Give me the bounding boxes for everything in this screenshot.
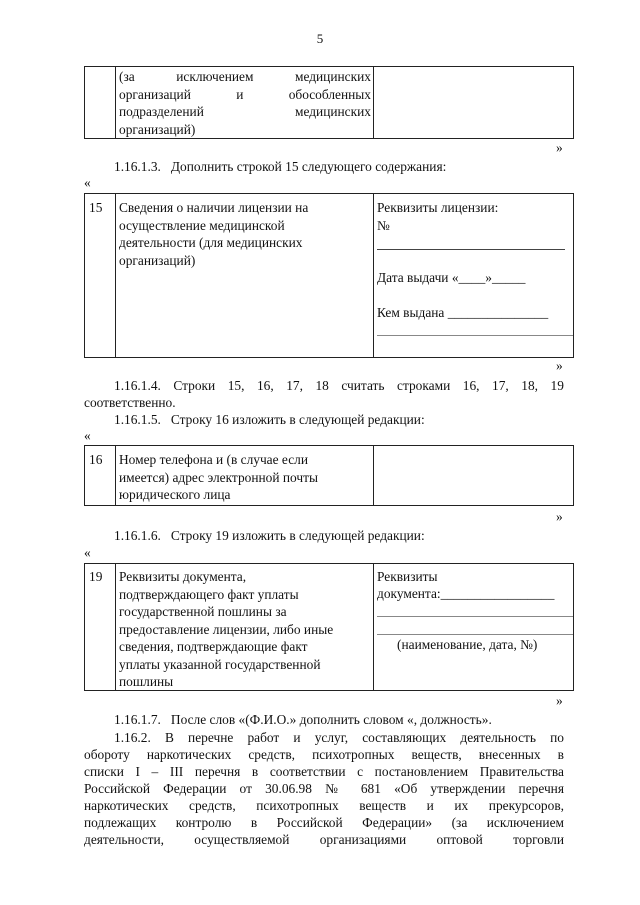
word: Строки: [173, 378, 216, 393]
table-row-16: [84, 445, 574, 506]
paragraph-1-16-1-5: 1.16.1.5. Строку 16 изложить в следующей редакции:: [114, 412, 425, 427]
opening-quote: «: [84, 428, 91, 443]
paragraph-1-16-1-4-cont: соответственно.: [84, 395, 176, 410]
text-line: Реквизиты документа,: [119, 569, 247, 584]
paragraph-1-16-2-line: наркотических средств, психотропных веществ и их прекурсоров,: [84, 798, 564, 813]
word: 17,: [492, 378, 509, 393]
row-number: 16: [89, 452, 103, 467]
paragraph-1-16-2-line: подлежащих контролю в Российской Федерации» (за исключением: [84, 815, 564, 830]
text-line: Сведения о наличии лицензии на: [119, 200, 309, 215]
text-line: деятельности (для медицинских: [119, 235, 303, 250]
word: считать: [341, 378, 385, 393]
issued-by-field: Кем выдана _______________: [377, 305, 549, 320]
text-line: подтверждающего факт уплаты: [119, 586, 299, 602]
document-details-title: Реквизиты: [377, 569, 438, 584]
paragraph-1-16-2-line: списки I – III перечня в соответствии с постановлением Правительства: [84, 764, 564, 779]
table-row-19: [84, 563, 574, 691]
row-16-description: [119, 451, 318, 504]
paragraph-1-16-2-line: 1.16.2. В перечне работ и услуг, составляющих деятельность по: [114, 730, 564, 745]
row-number: 19: [89, 569, 103, 584]
row-19-description: [119, 568, 333, 691]
license-title: Реквизиты лицензии:: [377, 200, 499, 215]
text-line: (за исключением медицинских: [119, 69, 371, 84]
paragraph-1-16-1-6: 1.16.1.6. Строку 19 изложить в следующей редакции:: [114, 528, 425, 543]
paragraph-1-16-1-4: [114, 377, 564, 394]
paragraph-1-16-2-line: обороту наркотических средств, психотропных веществ, внесенных в: [84, 747, 564, 762]
word: строками: [397, 378, 451, 393]
issue-date-field: Дата выдачи «____»_____: [377, 270, 526, 285]
text-line: сведения, подтверждающие факт: [119, 639, 308, 654]
opening-quote: «: [84, 175, 91, 190]
license-number-blank: [377, 249, 565, 250]
document-details-blank: [377, 616, 573, 617]
word: 18,: [521, 378, 539, 393]
text-line: государственной пошлины за: [119, 604, 287, 619]
text-line: Номер телефона и (в случае если: [119, 452, 308, 467]
text-line: подразделений медицинских: [119, 104, 371, 119]
text-line: осуществление медицинской: [119, 217, 285, 233]
text-line: организаций): [119, 252, 196, 268]
word: 18: [315, 378, 329, 393]
text-line: предоставление лицензии, либо иные: [119, 621, 334, 637]
page-number: 5: [316, 31, 324, 46]
opening-quote: «: [84, 545, 91, 560]
table-row-15: [84, 193, 574, 358]
closing-quote: »: [556, 140, 563, 155]
document-details-blank: [377, 634, 573, 635]
closing-quote: »: [556, 509, 563, 524]
text-line: пошлины: [119, 674, 174, 689]
word: 15,: [227, 378, 245, 393]
text-line: уплаты указанной государственной: [119, 656, 321, 672]
paragraph-1-16-2-line: деятельности, осуществляемой организациями оптовой торговли: [84, 832, 564, 847]
table-continuation-left-cell: [119, 68, 371, 138]
paragraph-1-16-1-3: 1.16.1.3. Дополнить строкой 15 следующего содержания:: [114, 159, 447, 174]
document-details-caption: (наименование, дата, №): [397, 637, 538, 652]
text-line: юридического лица: [119, 487, 231, 502]
text-line: организаций): [119, 121, 196, 137]
license-number-label: №: [377, 218, 390, 233]
word: 17,: [286, 378, 303, 393]
table-continuation: [84, 66, 574, 139]
word: 16,: [462, 378, 480, 393]
issued-by-blank: [377, 335, 573, 336]
closing-quote: »: [556, 358, 563, 373]
word: 16,: [256, 378, 274, 393]
document-details-field: документа:_________________: [377, 586, 555, 601]
closing-quote: »: [556, 693, 563, 708]
paragraph-1-16-2-line: Российской Федерации от 30.06.98 № 681 «Об утверждении перечня: [84, 781, 564, 796]
paragraph-1-16-1-7: 1.16.1.7. После слов «(Ф.И.О.» дополнить словом «, должность».: [114, 712, 492, 727]
word: 19: [550, 378, 564, 393]
text-line: организаций и обособленных: [119, 86, 371, 102]
word: 1.16.1.4.: [114, 378, 161, 393]
row-15-description: [119, 199, 308, 269]
row-number: 15: [89, 200, 103, 215]
text-line: имеется) адрес электронной почты: [119, 469, 318, 485]
